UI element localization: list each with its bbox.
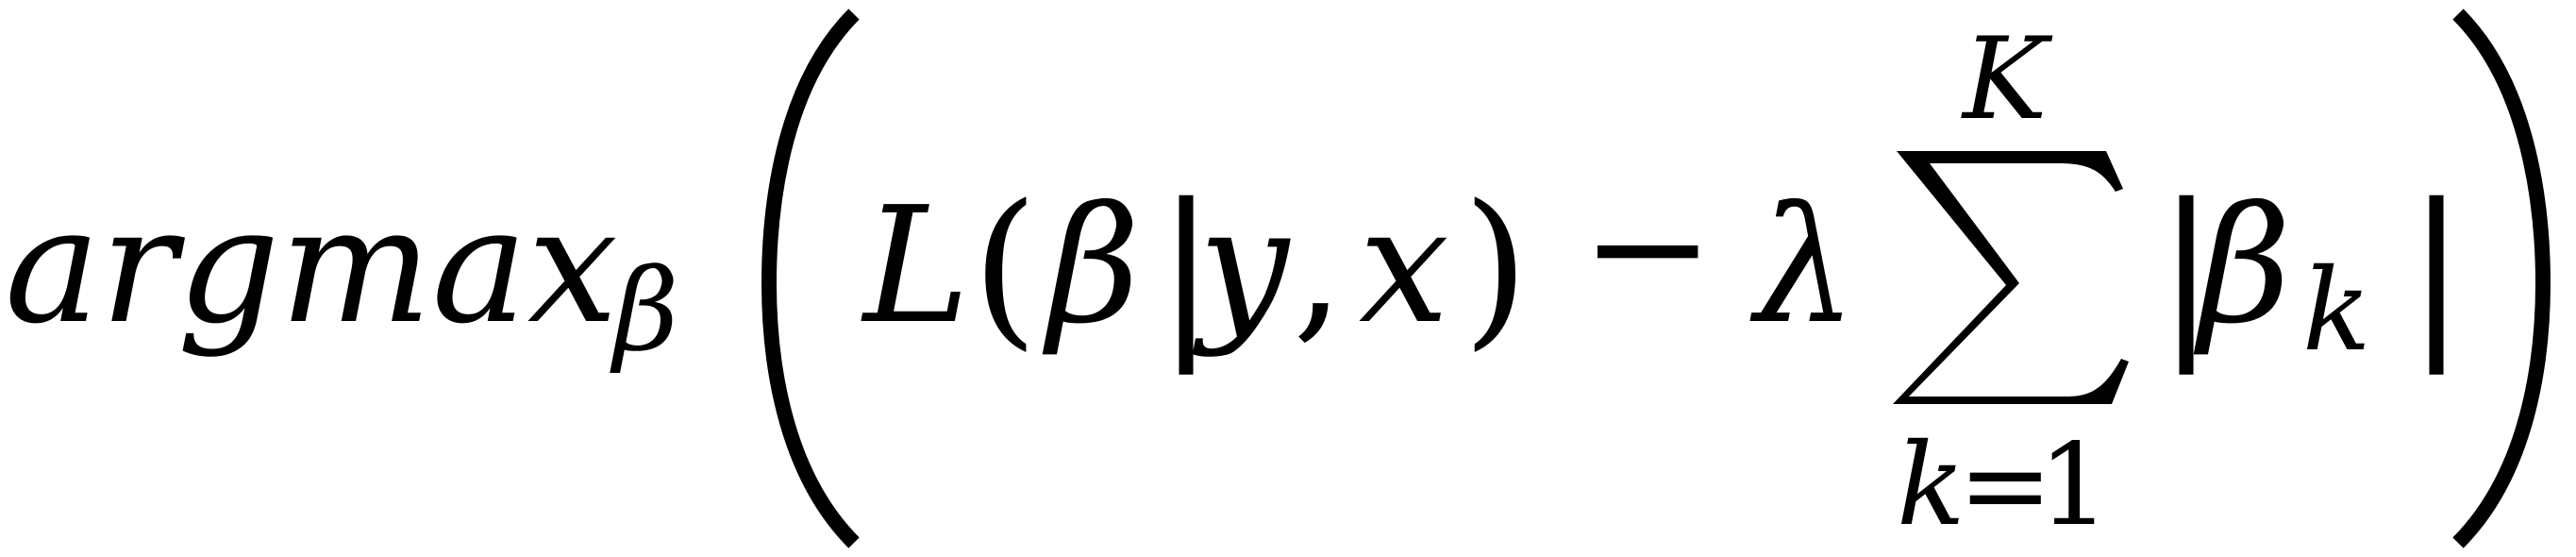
- sum-lower-index-k: k: [1897, 420, 1965, 551]
- inner-open-paren: (: [972, 169, 1039, 366]
- likelihood-L: L: [863, 173, 970, 360]
- minus-sign: −: [1581, 154, 1715, 341]
- argmax-operator: argmax: [5, 173, 618, 360]
- big-left-parenthesis: [769, 14, 854, 543]
- sum-lower-value-1: 1: [2038, 420, 2111, 551]
- abs-bar-right: |: [2406, 166, 2467, 375]
- big-right-parenthesis: [2458, 14, 2543, 543]
- comma: ,: [1293, 173, 1345, 360]
- lambda-symbol: λ: [1755, 173, 1857, 360]
- summation-sigma: [1893, 151, 2129, 404]
- beta-k-symbol: β: [2199, 173, 2292, 360]
- beta-symbol: β: [1047, 173, 1141, 360]
- beta-k-subscript: k: [2302, 245, 2371, 377]
- argmax-subscript-beta: β: [613, 245, 679, 377]
- x-variable: x: [1359, 173, 1449, 360]
- conditional-bar: |: [1156, 166, 1217, 375]
- sum-upper-limit-K: K: [1963, 14, 2048, 145]
- y-variable: y: [1198, 173, 1290, 360]
- abs-bar-left: |: [2156, 166, 2217, 375]
- inner-close-paren: ): [1463, 169, 1530, 366]
- sum-lower-equals: =: [1958, 420, 2053, 551]
